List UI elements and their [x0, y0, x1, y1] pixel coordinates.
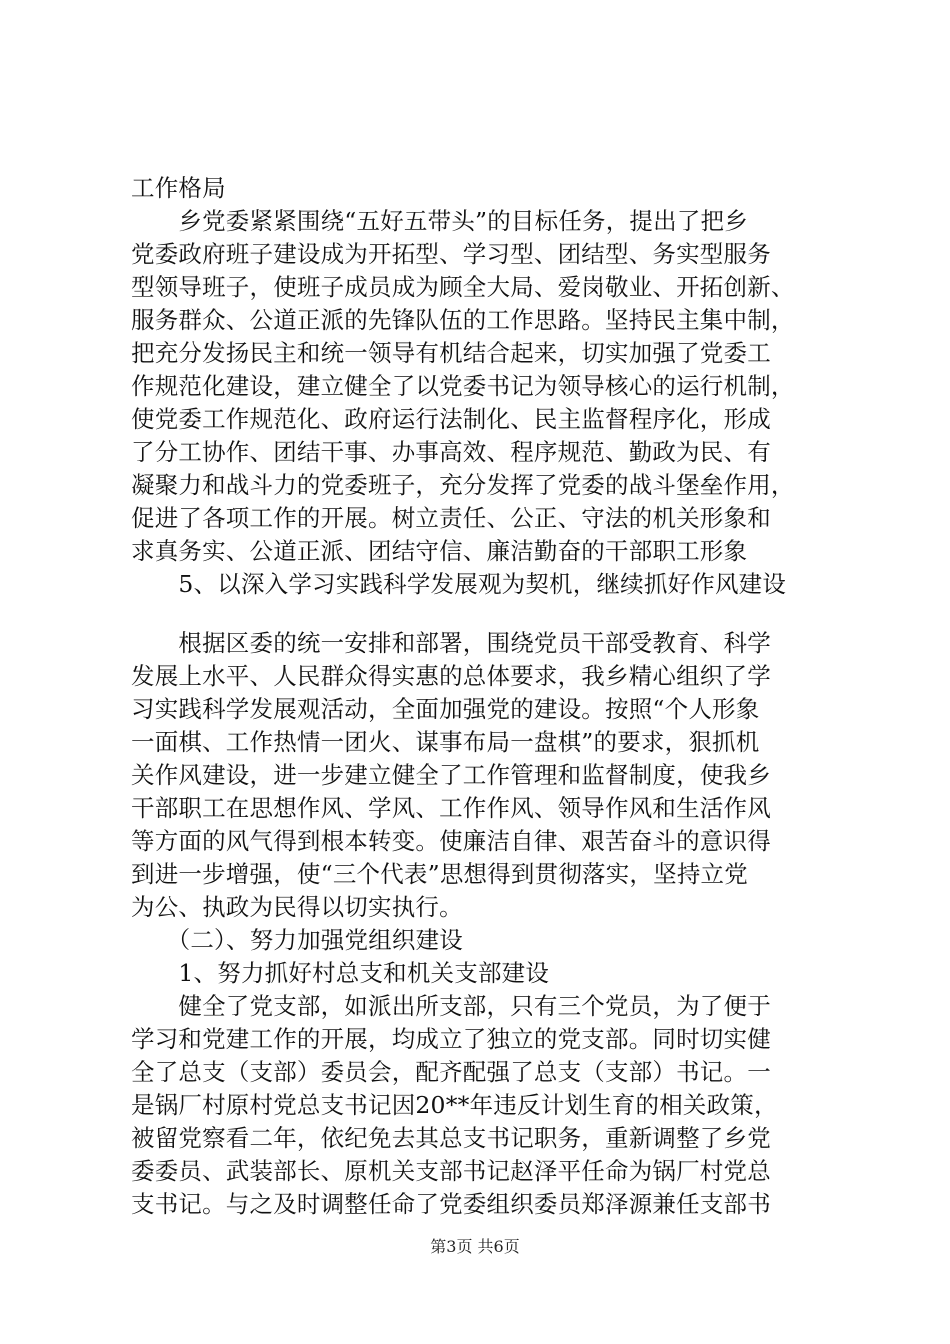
text-line: 作规范化建设，建立健全了以党委书记为领导核心的运行机制， — [131, 372, 795, 400]
text-line: 健全了党支部，如派出所支部，只有三个党员，为了便于 — [131, 992, 771, 1020]
text-line: 了分工协作、团结干事、办事高效、程序规范、勤政为民、有 — [131, 438, 771, 466]
text-line: 被留党察看二年，依纪免去其总支书记职务，重新调整了乡党 — [131, 1124, 771, 1152]
text-line: 发展上水平、人民群众得实惠的总体要求，我乡精心组织了学 — [131, 662, 771, 690]
text-line: 等方面的风气得到根本转变。使廉洁自律、艰苦奋斗的意识得 — [131, 827, 771, 855]
text-line: 学习和党建工作的开展，均成立了独立的党支部。同时切实健 — [131, 1025, 771, 1053]
text-line: 求真务实、公道正派、团结守信、廉洁勤奋的干部职工形象 — [131, 537, 748, 565]
text-line: 乡党委紧紧围绕“五好五带头”的目标任务，提出了把乡 — [131, 207, 748, 235]
text-line: 习实践科学发展观活动，全面加强党的建设。按照“个人形象 — [131, 695, 760, 723]
text-line: 工作格局 — [131, 174, 226, 202]
text-line: 使党委工作规范化、政府运行法制化、民主监督程序化，形成 — [131, 405, 771, 433]
text-line: 为公、执政为民得以切实执行。 — [131, 893, 463, 921]
section-heading: （二）、努力加强党组织建设 — [131, 926, 463, 954]
text-line: 委委员、武装部长、原机关支部书记赵泽平任命为锅厂村党总 — [131, 1157, 771, 1185]
text-line: 干部职工在思想作风、学风、工作作风、领导作风和生活作风 — [131, 794, 771, 822]
text-line: 根据区委的统一安排和部署，围绕党员干部受教育、科学 — [131, 629, 771, 657]
text-line: 全了总支（支部）委员会，配齐配强了总支（支部）书记。一 — [131, 1058, 771, 1086]
text-line: 关作风建设，进一步建立健全了工作管理和监督制度，使我乡 — [131, 761, 771, 789]
text-line: 到进一步增强，使“三个代表”思想得到贯彻落实，坚持立党 — [131, 860, 748, 888]
section-heading: 5、以深入学习实践科学发展观为契机，继续抓好作风建设 — [131, 570, 787, 598]
text-line: 一面棋、工作热情一团火、谋事布局一盘棋”的要求，狠抓机 — [131, 728, 760, 756]
text-line: 是锅厂村原村党总支书记因20**年违反计划生育的相关政策， — [131, 1091, 778, 1119]
text-line: 支书记。与之及时调整任命了党委组织委员郑泽源兼任支部书 — [131, 1190, 771, 1218]
text-line: 促进了各项工作的开展。树立责任、公正、守法的机关形象和 — [131, 504, 771, 532]
subsection-heading: 1、努力抓好村总支和机关支部建设 — [131, 959, 550, 987]
page-number: 第3页 共6页 — [430, 1237, 520, 1256]
text-line: 型领导班子，使班子成员成为顾全大局、爱岗敬业、开拓创新、 — [131, 273, 795, 301]
text-line: 服务群众、公道正派的先锋队伍的工作思路。坚持民主集中制， — [131, 306, 795, 334]
text-line: 把充分发扬民主和统一领导有机结合起来，切实加强了党委工 — [131, 339, 771, 367]
text-line: 凝聚力和战斗力的党委班子，充分发挥了党委的战斗堡垒作用， — [131, 471, 795, 499]
text-line: 党委政府班子建设成为开拓型、学习型、团结型、务实型服务 — [131, 240, 771, 268]
